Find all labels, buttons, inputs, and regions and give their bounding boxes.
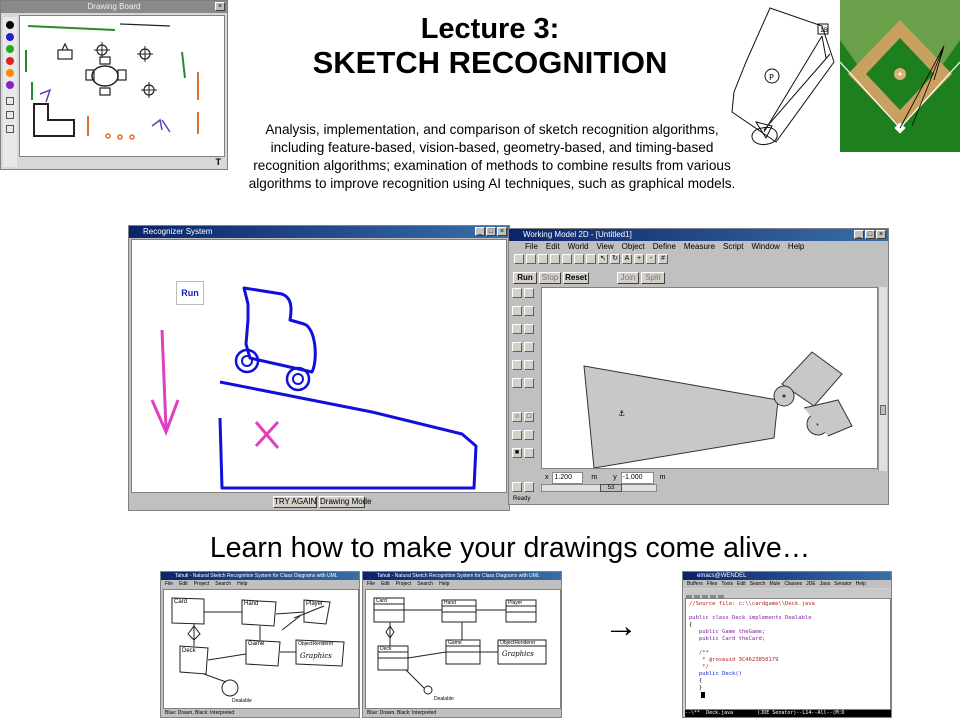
menu-files[interactable]: Files xyxy=(706,581,718,587)
uml-interpreted-titlebar xyxy=(363,572,561,580)
uml-label-card: Card xyxy=(376,598,387,604)
drawing-board-titlebar xyxy=(1,1,227,13)
menu-edit[interactable]: Edit xyxy=(737,581,746,587)
pointer-icon[interactable]: ↖ xyxy=(598,254,608,264)
uml-interpreted-shapes xyxy=(366,590,560,708)
uml-interpreted-title: Tahuti - Natural Sketch Recognition System for Class Diagrams with UML xyxy=(377,573,540,579)
actuator-tool-icon[interactable] xyxy=(524,324,534,334)
point-tool-icon[interactable] xyxy=(512,378,522,388)
x-coord-value: 1.200 xyxy=(552,472,583,484)
menu-window[interactable]: Window xyxy=(751,242,780,251)
emacs-window xyxy=(682,571,892,718)
stop-sim-button[interactable]: Stop xyxy=(539,272,561,284)
baseball-diamond-graphic xyxy=(840,0,960,152)
drawing-board-title: Drawing Board xyxy=(87,2,141,11)
code-line xyxy=(689,643,887,650)
save-file-icon[interactable] xyxy=(538,254,548,264)
drawing-mode-button[interactable]: Drawing Mode xyxy=(320,497,372,506)
working-model-canvas[interactable] xyxy=(541,287,878,469)
maximize-icon[interactable]: □ xyxy=(486,227,496,236)
uml-sketch-window xyxy=(160,571,360,718)
palette-color-green[interactable] xyxy=(6,45,14,53)
code-line: * @roseuid 3C4623850179 xyxy=(689,657,779,663)
zoom-in-icon[interactable]: + xyxy=(634,254,644,264)
new-file-icon[interactable] xyxy=(514,254,524,264)
square-tool-icon[interactable]: ■ xyxy=(512,448,522,458)
menu-search[interactable]: Search xyxy=(749,581,766,587)
zoom-out-icon[interactable]: - xyxy=(646,254,656,264)
svg-text:P: P xyxy=(769,73,774,82)
coordinate-bar xyxy=(545,472,665,482)
emacs-menubar xyxy=(683,580,891,588)
polygon-tool-icon[interactable] xyxy=(512,430,522,440)
uml-sketch-canvas[interactable] xyxy=(163,589,359,709)
code-line: /** xyxy=(689,650,709,656)
uml-label-deck: Deck xyxy=(380,646,392,652)
menu-edit[interactable]: Edit xyxy=(381,581,390,587)
menu-senator[interactable]: Senator xyxy=(834,581,852,587)
close-icon[interactable]: × xyxy=(876,230,886,239)
svg-text:1B: 1B xyxy=(820,27,828,34)
uml-label-card: Card xyxy=(174,599,188,605)
svg-text:⚓: ⚓ xyxy=(618,409,626,418)
uml-sketch-title: Tahuti - Natural Sketch Recognition System for Class Diagrams with UML xyxy=(175,573,338,579)
cut-icon[interactable] xyxy=(562,254,572,264)
lecture-title xyxy=(240,12,740,80)
working-model-title: Working Model 2D - [Untitled1] xyxy=(523,230,632,239)
frame-slider[interactable] xyxy=(541,484,657,492)
menu-view[interactable]: View xyxy=(596,242,614,251)
maximize-icon[interactable]: □ xyxy=(865,230,875,239)
uml-label-hand: Hand xyxy=(244,601,259,607)
code-line: public class Deck implements Dealable xyxy=(689,615,812,621)
motor-tool-icon[interactable] xyxy=(512,342,522,352)
menu-edit[interactable]: Edit xyxy=(545,242,560,251)
emacs-modeline: --\** Deck.java (JDE Senator)--L14--All--(M:D xyxy=(685,710,891,717)
minimize-icon[interactable]: _ xyxy=(854,230,864,239)
anchor-body-icon[interactable] xyxy=(524,448,534,458)
color-palette xyxy=(3,17,17,167)
menu-script[interactable]: Script xyxy=(723,242,744,251)
rectangle-tool-icon[interactable]: □ xyxy=(524,412,534,422)
select-tool-icon[interactable] xyxy=(6,125,14,133)
uml-label-game: Game xyxy=(448,640,462,646)
menu-search[interactable]: Search xyxy=(215,581,232,587)
close-icon[interactable]: × xyxy=(215,2,225,11)
uml-label-player: Player xyxy=(508,600,523,606)
baseball-diamond xyxy=(840,0,960,152)
spring-tool-icon[interactable] xyxy=(512,288,522,298)
join-button[interactable]: Join xyxy=(617,272,639,284)
emacs-editor[interactable] xyxy=(685,598,891,710)
run-button[interactable]: Run xyxy=(176,281,204,305)
emacs-titlebar xyxy=(683,572,891,580)
working-model-menubar xyxy=(509,241,888,252)
grid-icon[interactable]: # xyxy=(658,254,668,264)
uml-sketch-menubar xyxy=(161,580,359,588)
code-line xyxy=(689,608,887,615)
slide-tagline: Learn how to make your drawings come alive… xyxy=(209,532,811,564)
code-line: { xyxy=(689,678,703,684)
frame-counter: 53 xyxy=(600,484,622,492)
copy-icon[interactable] xyxy=(574,254,584,264)
separator-tool-icon[interactable] xyxy=(524,360,534,370)
menu-object[interactable]: Object xyxy=(621,242,645,251)
menu-classes[interactable]: Classes xyxy=(784,581,803,587)
split-button[interactable]: Split xyxy=(641,272,665,284)
code-line: public Game theGame; xyxy=(689,629,766,635)
uml-label-objectrenderer: ObjectRenderer xyxy=(500,640,536,646)
uml-interpreted-menubar xyxy=(363,580,561,588)
vertical-scrollbar[interactable] xyxy=(878,287,887,471)
uml-label-objectrenderer: ObjectRenderer xyxy=(298,641,334,647)
palette-color-blue[interactable] xyxy=(6,33,14,41)
emacs-toolbar xyxy=(685,589,891,597)
uml-label-deck: Deck xyxy=(182,648,196,654)
uml-label-game: Game xyxy=(248,641,265,647)
uml-label-player: Player xyxy=(306,601,324,607)
menu-jde[interactable]: JDE xyxy=(806,581,816,587)
menu-help[interactable]: Help xyxy=(787,242,805,251)
working-model-titlebar xyxy=(509,229,888,241)
code-line: //Source file: c:\\cardgame\\Deck.java xyxy=(689,601,815,607)
slot-tool-icon[interactable] xyxy=(512,360,522,370)
palette-color-purple[interactable] xyxy=(6,81,14,89)
menu-project[interactable]: Project xyxy=(395,581,412,587)
drawing-board-window xyxy=(0,0,228,170)
pulley-tool-icon[interactable] xyxy=(512,324,522,334)
code-line: { xyxy=(689,622,693,628)
recognizer-titlebar xyxy=(129,226,509,238)
menu-measure[interactable]: Measure xyxy=(683,242,716,251)
menu-help[interactable]: Help xyxy=(855,581,866,587)
code-line: } xyxy=(689,685,703,691)
menu-java[interactable]: Java xyxy=(819,581,831,587)
menu-file[interactable]: File xyxy=(367,581,376,587)
baseball-sketch xyxy=(726,2,838,152)
lecture-title-line2: SKETCH RECOGNITION xyxy=(312,45,668,80)
uml-label-dealable: Dealable xyxy=(434,696,454,702)
uml-interpreted-canvas[interactable] xyxy=(365,589,561,709)
uml-interpreted-status: Blue: Drawn, Black: Interpreted xyxy=(363,709,561,717)
menu-tools[interactable]: Tools xyxy=(721,581,733,587)
y-coord-unit: m xyxy=(659,474,666,481)
menu-edit[interactable]: Edit xyxy=(179,581,188,587)
uml-label-hand: Hand xyxy=(444,600,456,606)
open-file-icon[interactable] xyxy=(526,254,536,264)
body-tools-palette xyxy=(511,287,539,471)
emacs-title: emacs@WENDEL xyxy=(697,573,747,579)
uml-label-dealable: Dealable xyxy=(232,698,252,704)
palette-color-red[interactable] xyxy=(6,57,14,65)
run-sim-button[interactable]: Run xyxy=(513,272,537,284)
rod-tool-icon[interactable] xyxy=(524,342,534,352)
palette-color-orange[interactable] xyxy=(6,69,14,77)
print-icon[interactable] xyxy=(550,254,560,264)
circle-tool-icon[interactable]: ○ xyxy=(512,412,522,422)
code-line: public Deck() xyxy=(689,671,742,677)
y-coord-value: -1.000 xyxy=(621,472,654,484)
drawing-board-footer-mark: T xyxy=(215,157,221,167)
menu-help[interactable]: Help xyxy=(439,581,450,587)
rope-tool-icon[interactable] xyxy=(524,306,534,316)
working-model-scene xyxy=(542,288,877,468)
menu-buffers[interactable]: Buffers xyxy=(687,581,703,587)
uml-label-graphics: Graphics xyxy=(502,650,534,658)
uml-sketch-status: Blue: Drawn, Black: Interpreted xyxy=(161,709,359,717)
menu-project[interactable]: Project xyxy=(193,581,210,587)
menu-define[interactable]: Define xyxy=(652,242,676,251)
x-coord-unit: m xyxy=(591,474,598,481)
palette-color-black[interactable] xyxy=(6,21,14,29)
drawing-board-canvas[interactable] xyxy=(19,15,225,157)
eraser-tool-icon[interactable] xyxy=(6,111,14,119)
anchor-text-icon[interactable]: A xyxy=(622,254,632,264)
rotate-icon[interactable]: ↻ xyxy=(610,254,620,264)
working-model-toolbar xyxy=(513,253,669,267)
paste-icon[interactable] xyxy=(586,254,596,264)
code-line: public Card theCard; xyxy=(689,636,766,642)
x-coord-label: x xyxy=(545,474,549,481)
minimize-icon[interactable]: _ xyxy=(475,227,485,236)
uml-label-graphics: Graphics xyxy=(300,652,332,660)
damper-tool-icon[interactable] xyxy=(524,288,534,298)
curve-tool-icon[interactable] xyxy=(524,430,534,440)
text-cursor xyxy=(701,692,705,698)
course-description: Analysis, implementation, and comparison of sketch recognition algorithms, including feature-based, vision-based, geometry-based, and timing-based recognition algorithms; examination of methods to combine results from various algorithms to improve recognition using AI techniques, such as graphical models. xyxy=(248,122,736,191)
recognizer-window xyxy=(128,225,510,511)
code-line: */ xyxy=(689,664,709,670)
working-model-window xyxy=(508,228,889,505)
menu-search[interactable]: Search xyxy=(417,581,434,587)
menu-help[interactable]: Help xyxy=(237,581,248,587)
menu-file[interactable]: File xyxy=(525,242,538,251)
recognizer-canvas[interactable] xyxy=(131,239,507,493)
menu-world[interactable]: World xyxy=(567,242,589,251)
menu-mule[interactable]: Mule xyxy=(769,581,781,587)
baseball-sketch-drawing xyxy=(726,2,838,152)
uml-sketch-titlebar xyxy=(161,572,359,580)
transform-arrow-icon: → xyxy=(604,607,638,645)
close-icon[interactable]: × xyxy=(497,227,507,236)
pen-tool-icon[interactable] xyxy=(6,97,14,105)
drawing-board-sketch xyxy=(20,16,224,156)
joint-tool-1-icon[interactable] xyxy=(512,482,522,492)
y-coord-label: y xyxy=(613,474,617,481)
recognizer-title: Recognizer System xyxy=(143,227,213,236)
uml-interpreted-window xyxy=(362,571,562,718)
recognizer-sketch xyxy=(132,240,506,492)
reset-sim-button[interactable]: Reset xyxy=(563,272,589,284)
joint-tool-2-icon[interactable] xyxy=(524,482,534,492)
lecture-title-line1: Lecture 3: xyxy=(420,13,560,45)
try-again-button[interactable]: TRY AGAIN xyxy=(274,497,317,506)
anchor-tool-icon[interactable] xyxy=(524,378,534,388)
working-model-status: Ready xyxy=(509,494,888,504)
gear-tool-icon[interactable] xyxy=(512,306,522,316)
menu-file[interactable]: File xyxy=(165,581,174,587)
